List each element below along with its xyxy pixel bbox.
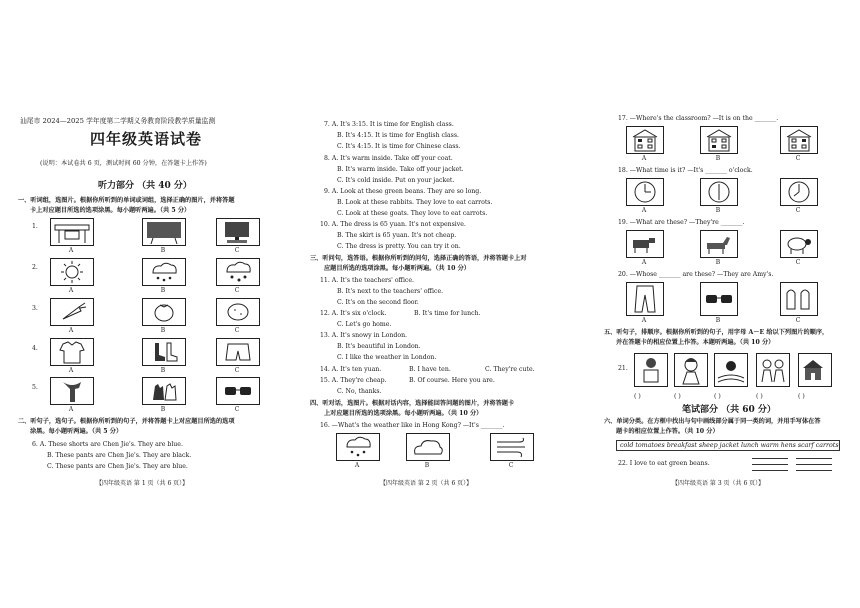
option-label: A: [354, 462, 360, 469]
question-11-option-a: 11. A. It's the teachers' office.: [320, 277, 415, 284]
picture-option: [142, 298, 186, 326]
rain-icon: [337, 434, 379, 460]
picture-option: [50, 298, 94, 326]
option-label: A: [641, 317, 647, 324]
question-number: 4.: [32, 345, 38, 352]
question-15-option-c: C. No, thanks.: [337, 388, 382, 395]
question-10-option-b: B. The skirt is 65 yuan. It's not cheap.: [337, 232, 457, 239]
question-7-option-a: 7. A. It's 3:15. It is time for English class.: [324, 121, 454, 128]
exam-page-1: [18, 0, 280, 608]
picture-option: [50, 338, 94, 366]
option-label: A: [68, 287, 74, 294]
picture-option: [142, 338, 186, 366]
option-label: A: [68, 327, 74, 334]
option-label: B: [424, 462, 430, 469]
section-4-instructions-2: 上对应题目所选的选项涂黑。每小题听两遍。（共 10 分）: [324, 410, 483, 417]
option-label: B: [160, 327, 166, 334]
page-footer: 【四年级英语 第 3 页（共 6 页）】: [672, 480, 765, 487]
picture-option: [142, 218, 186, 246]
cows-icon: [627, 231, 663, 257]
potato-icon: [217, 299, 259, 325]
picture-option: [216, 298, 260, 326]
question-18: 18. —What time is it? —It's _______ o'clock.: [618, 167, 753, 174]
option-label: C: [234, 406, 240, 413]
option-label: A: [641, 259, 647, 266]
tomato-icon: [143, 299, 185, 325]
written-heading: 笔试部分 （共 60 分）: [682, 405, 776, 415]
section-3-instructions-2: 应题目所选的选项涂黑。每小题听两遍。（共 10 分）: [324, 265, 470, 272]
option-label: A: [641, 155, 647, 162]
option-label: B: [715, 317, 721, 324]
picture-option: [780, 178, 818, 206]
carrot-icon: [51, 299, 93, 325]
question-14-option-b: B. I have ten.: [409, 366, 451, 373]
answer-line: [752, 470, 788, 471]
question-9-option-a: 9. A. Look at these green beans. They are so long.: [324, 188, 482, 195]
option-label: C: [234, 367, 240, 374]
word-bank: cold tomatoes breakfast sheep jacket lunch warm hens scarf carrots: [616, 440, 840, 451]
picture-option: [216, 377, 260, 405]
option-label: C: [795, 155, 801, 162]
question-8-option-a: 8. A. It's warm inside. Take off your coat.: [324, 155, 453, 162]
clock-icon: [781, 179, 817, 205]
option-label: C: [795, 207, 801, 214]
picture-option: [634, 353, 668, 387]
question-19: 19. —What are these? —They're _______.: [618, 219, 745, 226]
question-12-option-a: 12. A. It's six o'clock.: [320, 310, 387, 317]
picture-option: [780, 282, 818, 316]
option-label: C: [234, 287, 240, 294]
option-label: B: [160, 367, 166, 374]
question-21: 21.: [618, 365, 628, 372]
page-footer: 【四年级英语 第 1 页（共 6 页）】: [96, 480, 189, 487]
picture-option: [626, 126, 664, 154]
option-label: B: [715, 155, 721, 162]
option-label: A: [68, 247, 74, 254]
question-6-option-a: 6. A. These shorts are Chen Jie's. They are blue.: [32, 441, 183, 448]
building-icon: [701, 127, 737, 153]
exam-header: 汕尾市 2024—2025 学年度第二学期义务教育阶段教学质量监测: [20, 117, 216, 125]
cloud-icon: [407, 434, 449, 460]
picture-option: [780, 126, 818, 154]
answer-line: [796, 464, 832, 465]
pants-icon: [627, 283, 663, 315]
picture-option: [216, 218, 260, 246]
sheep-icon: [781, 231, 817, 257]
picture-option: [626, 178, 664, 206]
exam-note: (说明：本试卷共 6 页，测试时间 60 分钟，在答题卡上作答): [40, 160, 207, 167]
picture-option: [142, 258, 186, 286]
shorts-icon: [217, 339, 259, 365]
question-15-option-a: 15. A. They're cheap.: [320, 377, 387, 384]
picture-option: [780, 230, 818, 258]
answer-line: [796, 458, 832, 459]
girl-icon: [675, 354, 707, 386]
question-22: 22. I love to eat green beans.: [618, 460, 710, 467]
computer-icon: [217, 219, 259, 245]
answer-parenthesis: ( ): [634, 393, 641, 400]
option-label: A: [68, 367, 74, 374]
mittens-icon: [781, 283, 817, 315]
question-7-option-b: B. It's 4:15. It is time for English class.: [337, 132, 460, 139]
picture-option: [216, 338, 260, 366]
question-20: 20. —Whose _______ are these? —They are Amy's.: [618, 271, 774, 278]
question-13-option-a: 13. A. It's snowy in London.: [320, 332, 408, 339]
option-label: B: [160, 406, 166, 413]
question-6-option-c: C. These pants are Chen Jie's. They are blue.: [47, 463, 188, 470]
option-label: C: [234, 327, 240, 334]
horses-icon: [701, 231, 737, 257]
option-label: B: [160, 287, 166, 294]
question-10-option-a: 10. A. The dress is 65 yuan. It's not expensive.: [320, 221, 466, 228]
snow-icon: [217, 259, 259, 285]
section-5-instructions-2: 并在答题卡的相应位置上作答。本题听两遍。（共 10 分）: [616, 339, 775, 346]
answer-line: [752, 464, 788, 465]
option-label: B: [715, 259, 721, 266]
socks-icon: [143, 339, 185, 365]
question-12-option-c: C. Let's go home.: [337, 321, 392, 328]
picture-option: [626, 230, 664, 258]
question-11-option-b: B. It's next to the teachers' office.: [337, 288, 444, 295]
option-label: B: [715, 207, 721, 214]
picture-option: [50, 377, 94, 405]
answer-line: [752, 458, 788, 459]
picture-option: [626, 282, 664, 316]
question-16: 16. —What's the weather like in Hong Kong? —It's _______.: [320, 422, 505, 429]
picture-option: [798, 353, 832, 387]
picture-option: [700, 282, 738, 316]
picture-option: [50, 218, 94, 246]
question-15-option-b: B. Of course. Here you are.: [409, 377, 495, 384]
question-6-option-b: B. These pants are Chen Jie's. They are black.: [47, 452, 192, 459]
section-6-instructions: 六、单词分类。在方框中找出与句中画线部分属于同一类的词，并用手写体在答: [604, 418, 821, 425]
scarf-icon: [51, 378, 93, 404]
sunglasses-icon: [217, 378, 259, 404]
picture-option: [490, 433, 534, 461]
girl-reading-icon: [635, 354, 667, 386]
question-8-option-c: C. It's cold inside. Put on your jacket.: [337, 177, 455, 184]
option-label: C: [508, 462, 514, 469]
section-1-instructions-2: 卡上对应题目所选的选项涂黑。每小题听两遍。（共 5 分）: [30, 207, 191, 214]
picture-option: [700, 178, 738, 206]
farm-icon: [799, 354, 831, 386]
option-label: C: [234, 247, 240, 254]
answer-line: [796, 470, 832, 471]
rain-icon: [143, 259, 185, 285]
picture-option: [674, 353, 708, 387]
section-6-instructions-2: 题卡的相应位置上作答。（共 10 分）: [616, 428, 719, 435]
section-2-instructions: 二、听句子，选句子。根据你所听到的句子，并将答题卡上对应题目所选的选项: [18, 418, 235, 425]
sun-beach-icon: [715, 354, 747, 386]
question-9-option-b: B. Look at these rabbits. They love to eat carrots.: [337, 199, 493, 206]
option-label: C: [795, 317, 801, 324]
section-4-instructions: 四、听对话，选图片。根据对话内容，选择能回答问题的图片，并将答题卡: [310, 400, 515, 407]
answer-parenthesis: ( ): [714, 393, 721, 400]
listening-heading: 听力部分 （共 40 分）: [98, 181, 192, 191]
picture-option: [50, 258, 94, 286]
question-11-option-c: C. It's on the second floor.: [337, 299, 419, 306]
question-number: 3.: [32, 305, 38, 312]
wind-icon: [491, 434, 533, 460]
picture-option: [700, 126, 738, 154]
clock-icon: [701, 179, 737, 205]
section-5-instructions: 五、听句子，排顺序。根据你所听到的句子，用字母 A－E 给以下列图片的顺序，: [604, 329, 829, 336]
option-label: A: [641, 207, 647, 214]
exam-title: 四年级英语试卷: [90, 130, 203, 148]
picture-option: [406, 433, 450, 461]
picture-option: [216, 258, 260, 286]
section-1-instructions: 一、听词组，选图片。根据你所听到的单词或词组，选择正确的图片，并将答题: [18, 197, 235, 204]
question-10-option-c: C. The dress is pretty. You can try it on.: [337, 243, 461, 250]
question-17: 17. —Where's the classroom? —It is on the _______.: [618, 115, 779, 122]
exam-page-2: [310, 0, 590, 608]
picture-option: [142, 377, 186, 405]
question-12-option-b: B. It's time for lunch.: [414, 310, 481, 317]
answer-parenthesis: ( ): [756, 393, 763, 400]
section-3-instructions: 三、听问句，选答语。根据你所听到的问句，选择正确的答语，并将答题卡上对: [310, 255, 527, 262]
question-number: 2.: [32, 264, 38, 271]
option-label: A: [68, 406, 74, 413]
exam-page-3: [604, 0, 844, 608]
picture-option: [700, 230, 738, 258]
desk-icon: [51, 219, 93, 245]
picture-option: [336, 433, 380, 461]
question-number: 5.: [32, 384, 38, 391]
question-14-option-a: 14. A. It's ten yuan.: [320, 366, 382, 373]
answer-parenthesis: ( ): [674, 393, 681, 400]
question-14-option-c: C. They're cute.: [485, 366, 535, 373]
question-9-option-c: C. Look at these goats. They love to eat carrots.: [337, 210, 488, 217]
people-icon: [757, 354, 789, 386]
shirt-icon: [51, 339, 93, 365]
page-footer: 【四年级英语 第 2 页（共 6 页）】: [380, 480, 473, 487]
question-13-option-c: C. I like the weather in London.: [337, 354, 437, 361]
building-icon: [627, 127, 663, 153]
blackboard-icon: [143, 219, 185, 245]
option-label: B: [160, 247, 166, 254]
building-icon: [781, 127, 817, 153]
section-2-instructions-2: 涂黑。每小题听两遍。（共 5 分）: [30, 428, 123, 435]
question-13-option-b: B. It's beautiful in London.: [337, 343, 421, 350]
picture-option: [714, 353, 748, 387]
sunglasses-icon: [701, 283, 737, 315]
clock-icon: [627, 179, 663, 205]
question-7-option-c: C. It's 4:15. It is time for Chinese class.: [337, 143, 461, 150]
answer-parenthesis: ( ): [798, 393, 805, 400]
gloves-icon: [143, 378, 185, 404]
sun-icon: [51, 259, 93, 285]
question-number: 1.: [32, 223, 38, 230]
question-8-option-b: B. It's warm inside. Take off your jacket.: [337, 166, 464, 173]
picture-option: [756, 353, 790, 387]
option-label: C: [795, 259, 801, 266]
